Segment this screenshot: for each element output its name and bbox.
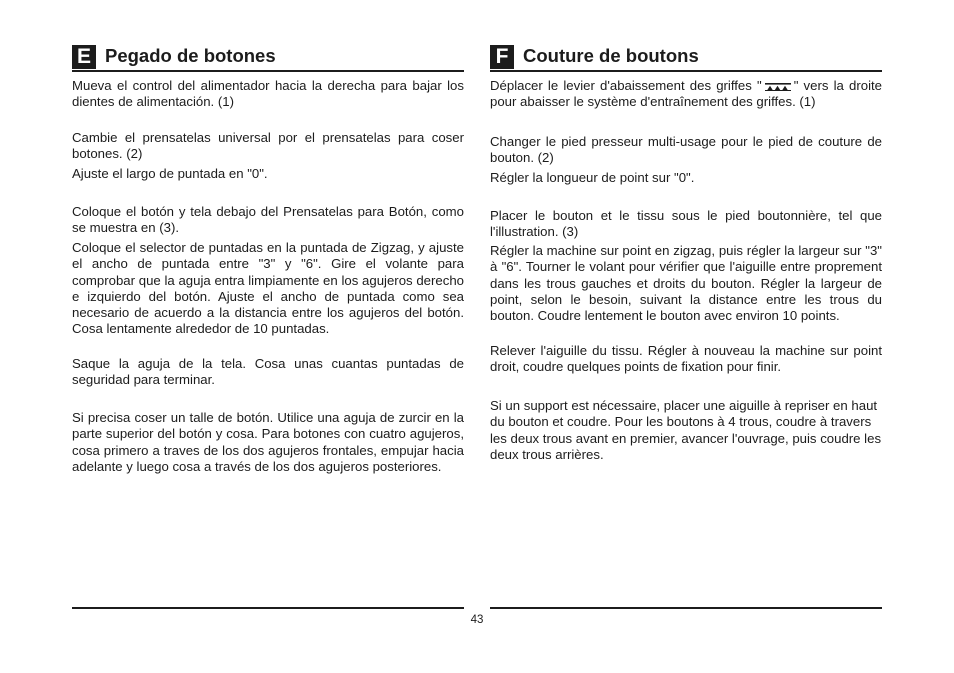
paragraph-step-5: Coloque el selector de puntadas en la puntada de Zigzag, y ajuste el ancho de puntada entre "3" y "6". Gire el volante para comprobar que la aguja entra limpiamente en los agujeros derecho e izquierdo del botón. Ajuste el ancho de puntada como sea necesario de acuerdo a la distancia entre los agujeros del botón. Cosa lentamente alrededor de 10 puntadas. [72,240,464,337]
paragraph-step-4: Placer le bouton et le tissu sous le pied boutonnière, tel que l'illustration. (3) [490,208,882,240]
footer-rule-right [490,607,882,609]
section-e-header [72,44,464,72]
section-letter-badge: E [72,45,96,69]
paragraph-step-6: Saque la aguja de la tela. Cosa unas cuantas puntadas de seguridad para terminar. [72,356,464,388]
section-f-header [490,44,882,72]
paragraph-step-1 [490,78,882,111]
paragraph-step-5: Régler la machine sur point en zigzag, puis régler la largeur sur "3" à "6". Tourner le volant pour vérifier que l'aiguille entre proprement dans les trous gauches et droits du bouton. Régler la largeur de point, selon le besoin, suivant la distance entre les trous du bouton. Coudre lentement le bouton avec environ 10 points. [490,243,882,324]
step-1-text-after: " vers la droite pour abaisser le système d'entraînement des griffes. (1) [490,78,883,110]
section-e [72,44,464,474]
paragraph-note: Si un support est nécessaire, placer une aiguille à repriser en haut du bouton et coudre. Pour les boutons à 4 trous, coudre à travers les deux trous avant en premier, avancer l'ouvrage, puis coudre les deux trous arrières. [490,398,882,462]
paragraph-step-3: Régler la longueur de point sur "0". [490,170,695,185]
paragraph-step-4: Coloque el botón y tela debajo del Prensatelas para Botón, como se muestra en (3). [72,204,464,236]
section-f [490,44,883,462]
section-letter-badge: F [490,45,514,69]
paragraph-note: Si precisa coser un talle de botón. Utilice una aguja de zurcir en la parte superior del botón y cosa. Para botones con cuatro agujeros, cosa primero a traves de los dos agujeros frontales, empujar hacia adelante y luego cosa a través de los dos agujeros posteriores. [72,410,464,474]
paragraph-step-6: Relever l'aiguille du tissu. Régler à nouveau la machine sur point droit, coudre quelques points de fixation pour finir. [490,343,882,375]
footer-rule-left [72,607,464,609]
section-title: Couture de boutons [523,45,699,66]
paragraph-step-2: Cambie el prensatelas universal por el prensatelas para coser botones. (2) [72,130,464,162]
paragraph-step-3: Ajuste el largo de puntada en "0". [72,166,268,181]
paragraph-step-2: Changer le pied presseur multi-usage pour le pied de couture de bouton. (2) [490,134,882,166]
page-number: 43 [470,614,484,626]
section-title: Pegado de botones [105,45,276,66]
step-1-text-before: Déplacer le levier d'abaissement des griffes " [490,78,762,93]
paragraph-step-1: Mueva el control del alimentador hacia la derecha para bajar los dientes de alimentación. (1) [72,78,464,110]
feed-dog-lowered-icon [765,83,791,91]
